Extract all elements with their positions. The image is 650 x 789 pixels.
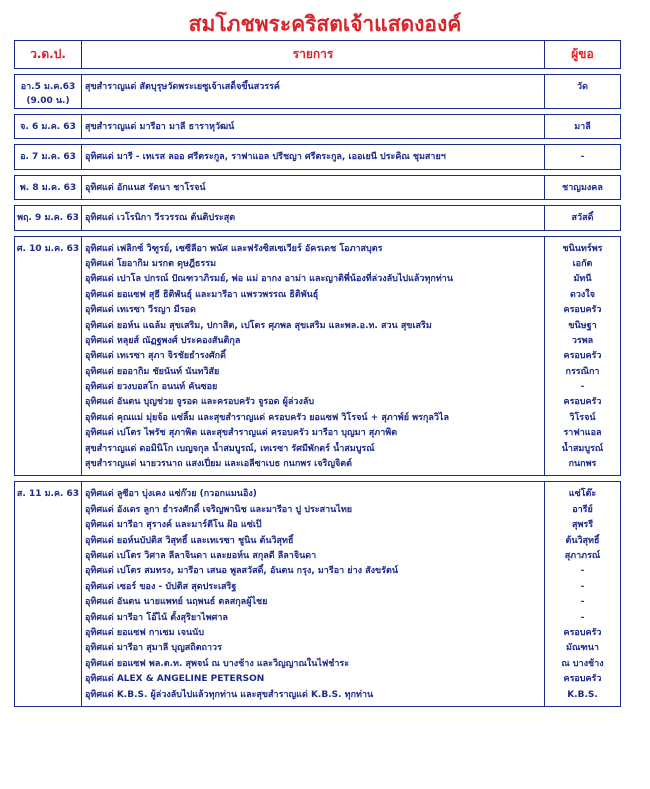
mass-intention: อุทิศแด่ ยอห์น แฉล้ม สุขเสริม, ปกาสิต, เปโตร ศุภพล สุขเสริม และพล.อ.ท. สวน สุขเสริม bbox=[85, 320, 432, 331]
mass-intention: อุทิศแด่ หลุยส์ ณัฏฐพงศ์ ประคองสันติกุล bbox=[85, 335, 241, 346]
mass-intention: อุทิศแด่ เปาโล ปกรณ์ ปัณฑวาภิรมย์, พ่อ แม่ อากง อาม่า และญาติพี่น้องที่ล่วงลับไปแล้วทุกท่าน bbox=[85, 274, 454, 285]
mass-intention: สุขสำราญแด่ ดอมินิโก เบญจกุล น้ำสมบูรณ์, เทเรซา รัศมีพักตร์ น้ำสมบูรณ์ bbox=[85, 443, 375, 454]
requester-name: ครอบครัว bbox=[563, 305, 602, 316]
requester-name: อารีย์ bbox=[572, 504, 593, 515]
mass-intention: อุทิศแด่ ยอแซฟ พล.ต.ท. สุพจน์ ณ บางช้าง และวิญญาณในไฟชำระ bbox=[85, 658, 350, 669]
table-row bbox=[15, 236, 621, 476]
requester-name: น้ำสมบูรณ์ bbox=[561, 443, 604, 454]
requester-name: ขนิษฐา bbox=[568, 320, 597, 331]
requester-name: ณ บางช้าง bbox=[561, 658, 604, 669]
date-line: ศ. 10 ม.ค. 63 bbox=[16, 243, 80, 254]
items-cell bbox=[82, 115, 545, 139]
requester-name: ชนินทร์พร bbox=[562, 243, 603, 254]
mass-intention: อุทิศแด่ เปโตร วิศาล ลีลาจินดา และยอห์น สกุลดี ลีลาจินดา bbox=[85, 550, 317, 561]
date-cell bbox=[15, 482, 82, 706]
mass-intention: สุขสำราญแด่ สัตบุรุษวัดพระเยซูเจ้าเสด็จขึ้นสวรรค์ bbox=[85, 82, 280, 92]
header-items: รายการ bbox=[82, 41, 545, 69]
mass-intention: อุทิศแด่ คุณแม่ มุ่ยจ้อ แซ่ลิ้ม และสุขสำราญแด่ ครอบครัว ยอแซฟ วิโรจน์ + สุภาพ์ย์ พรกุลวิไล bbox=[85, 412, 449, 423]
requester-name: - bbox=[580, 612, 585, 623]
mass-intention: อุทิศแด่ เฟลิกซ์ วิฑูรย์, เซซีลีอา พนัศ และฟรังซิสเซเวียร์ อัครเดช โอภาสบุตร bbox=[85, 243, 383, 254]
mass-intention: อุทิศแด่ เวโรนิกา วีรวรรณ ต้นติประสุต bbox=[85, 213, 236, 224]
requester-name: กนกพร bbox=[568, 459, 597, 470]
requester-cell bbox=[545, 206, 621, 230]
requester-name: - bbox=[580, 581, 585, 592]
date-cell bbox=[15, 175, 82, 199]
mass-intention: อุทิศแด่ ALEX & ANGELINE PETERSON bbox=[85, 674, 265, 685]
mass-intention: อุทิศแด่ ยวงบอสโก อนนท์ คันซอย bbox=[85, 382, 218, 393]
table-row bbox=[15, 482, 621, 706]
mass-intention: อุทิศแด่ อันตน บุญช่วย จูรอด และครอบครัว จูรอด ผู้ล่วงลับ bbox=[85, 397, 315, 408]
requester-cell bbox=[545, 145, 621, 169]
requester-name: ครอบครัว bbox=[563, 351, 602, 362]
date-cell bbox=[15, 115, 82, 139]
header-row bbox=[15, 41, 621, 69]
mass-intention: อุทิศแด่ ยอแซฟ กาเซม เจนนับ bbox=[85, 627, 205, 638]
table-row bbox=[15, 206, 621, 230]
table-row bbox=[15, 145, 621, 169]
requester-name: - bbox=[580, 152, 585, 163]
requester-cell bbox=[545, 75, 621, 109]
date-line: (9.00 น.) bbox=[26, 96, 70, 106]
date-cell bbox=[15, 206, 82, 230]
mass-intention: อุทิศแด่ อังเดร ลูกา ธำรงศักดิ์ เจริญพานิช และมารีอา ปู ประสานไทย bbox=[85, 504, 353, 515]
mass-intention: อุทิศแด่ อันตน นายแพทย์ นฤพนธ์ ตลสกุลผู้ไชย bbox=[85, 597, 268, 608]
mass-intention: อุทิศแด่ โยอากิม มรกต ดุษฎีธรรม bbox=[85, 258, 217, 269]
mass-intention: อุทิศแด่ ยอแซฟ สุธี ธิติพันธุ์ และมารีอา แพรวพรรณ ธิติพันธุ์ bbox=[85, 289, 319, 300]
items-cell bbox=[82, 175, 545, 199]
date-cell bbox=[15, 145, 82, 169]
date-line: พ. 8 ม.ค. 63 bbox=[19, 182, 77, 193]
mass-intention: อุทิศแด่ มารีอา โอ๊ไน้ ตั้งสุริยาไพศาล bbox=[85, 612, 228, 623]
requester-cell bbox=[545, 482, 621, 706]
requester-name: K.B.S. bbox=[567, 689, 598, 700]
items-cell bbox=[82, 482, 545, 706]
schedule-table bbox=[14, 40, 621, 707]
table-row bbox=[15, 175, 621, 199]
requester-name: ราฟาแอล bbox=[563, 428, 602, 439]
requester-name: แซ่โต๊ะ bbox=[568, 489, 597, 500]
mass-intention: อุทิศแด่ เปโตร ไพรัช สุภาพิต และสุขสำราญแด่ ครอบครัว มารีอา บุญมา สุภาพิต bbox=[85, 428, 398, 439]
mass-intention: อุทิศแด่ ลูซีอา บุ่งเคง แซ่ก๊วย (กวอกแมนอิง) bbox=[85, 489, 257, 500]
requester-cell bbox=[545, 175, 621, 199]
mass-intention: อุทิศแด่ เทเรซา วีรญา มีรอด bbox=[85, 305, 196, 316]
items-cell bbox=[82, 145, 545, 169]
items-cell bbox=[82, 206, 545, 230]
header-date: ว.ด.ป. bbox=[15, 41, 82, 69]
requester-name: มัณฑนา bbox=[566, 643, 599, 654]
page-title: สมโภชพระคริสตเจ้าแสดงองค์ bbox=[188, 12, 462, 36]
mass-intention: สุขสำราญแด่ นายวรนาถ แสงเปี่ยม และเอลีซาเบธ กนกพร เจริญจิตต์ bbox=[85, 459, 352, 470]
date-cell bbox=[15, 75, 82, 109]
mass-intention: อุทิศแด่ ยออากิม ชัยนันท์ นันทวิสัย bbox=[85, 366, 220, 377]
requester-name: - bbox=[580, 382, 585, 393]
date-line: อา.5 ม.ค.63 bbox=[20, 82, 76, 92]
requester-name: วัด bbox=[577, 82, 588, 92]
requester-name: ดวงใจ bbox=[570, 289, 595, 300]
mass-intention: อุทิศแด่ มารี - เทเรส ลออ ศรีตระกูล, ราฟาแอล ปรีชญา ศรีตระกูล, เออเยนี ประคิณ ชุมสายฯ bbox=[85, 152, 446, 163]
table-row bbox=[15, 75, 621, 109]
mass-intention: อุทิศแด่ K.B.S. ผู้ล่วงลับไปแล้วทุกท่าน และสุขสำราญแด่ K.B.S. ทุกท่าน bbox=[85, 689, 374, 700]
mass-intention: อุทิศแด่ เทเรซา สุภา จิรชัยธำรงศักดิ์ bbox=[85, 351, 226, 362]
header-requester: ผู้ขอ bbox=[545, 41, 621, 69]
date-cell bbox=[15, 236, 82, 476]
requester-cell bbox=[545, 236, 621, 476]
mass-intention: อุทิศแด่ เปโตร สมทรง, มารีอา เสนอ พูลสวัสดิ์, อันตน กรุง, มารีอา ย่าง สังขรัตน์ bbox=[85, 566, 399, 577]
items-cell bbox=[82, 236, 545, 476]
requester-name: สุพรรี bbox=[571, 520, 594, 531]
requester-name: สุภาภรณ์ bbox=[564, 550, 601, 561]
requester-name: เอกัต bbox=[572, 258, 593, 269]
requester-name: - bbox=[580, 566, 585, 577]
mass-intention: สุขสำราญแด่ มารีอา มาลี ธาราหุวัฒน์ bbox=[85, 122, 235, 132]
requester-name: ชาญมงคล bbox=[562, 182, 603, 193]
requester-name: มาลี bbox=[574, 122, 591, 132]
requester-name: ครอบครัว bbox=[563, 397, 602, 408]
requester-name: วิโรจน์ bbox=[569, 412, 596, 423]
requester-cell bbox=[545, 115, 621, 139]
date-line: อ. 7 ม.ค. 63 bbox=[20, 152, 76, 163]
mass-intention: อุทิศแด่ อักแนส รัตนา ชาโรจน์ bbox=[85, 182, 206, 193]
date-line: พฤ. 9 ม.ค. 63 bbox=[17, 213, 79, 224]
table-row bbox=[15, 115, 621, 139]
mass-intention: อุทิศแด่ มารีอา สุรางค์ และมาร์ตีโน ฝ้อ แซ่เป๊ bbox=[85, 520, 262, 531]
mass-intention: อุทิศแด่ เซอร์ ของ - บัปติส สุดประเสริฐ bbox=[85, 581, 237, 592]
date-line: ส. 11 ม.ค. 63 bbox=[16, 489, 80, 500]
requester-name: สวัสดิ์ bbox=[571, 213, 594, 224]
requester-name: กรรณิกา bbox=[565, 366, 600, 377]
requester-name: มัทนี bbox=[573, 274, 592, 285]
requester-name: วรพล bbox=[571, 335, 594, 346]
requester-name: - bbox=[580, 597, 585, 608]
mass-intention: อุทิศแด่ ยอห์นบัปติส วิสุทธิ์ และเทเรซา ชูนิน ต้นวิสุทธิ์ bbox=[85, 535, 294, 546]
date-line: จ. 6 ม.ค. 63 bbox=[20, 122, 76, 132]
requester-name: ครอบครัว bbox=[563, 674, 602, 685]
requester-name: ครอบครัว bbox=[563, 627, 602, 638]
requester-name: ต้นวิสุทธิ์ bbox=[565, 535, 600, 546]
items-cell bbox=[82, 75, 545, 109]
mass-intention: อุทิศแด่ มารีอา สุมาลี บุญสถิตถาวร bbox=[85, 643, 222, 654]
